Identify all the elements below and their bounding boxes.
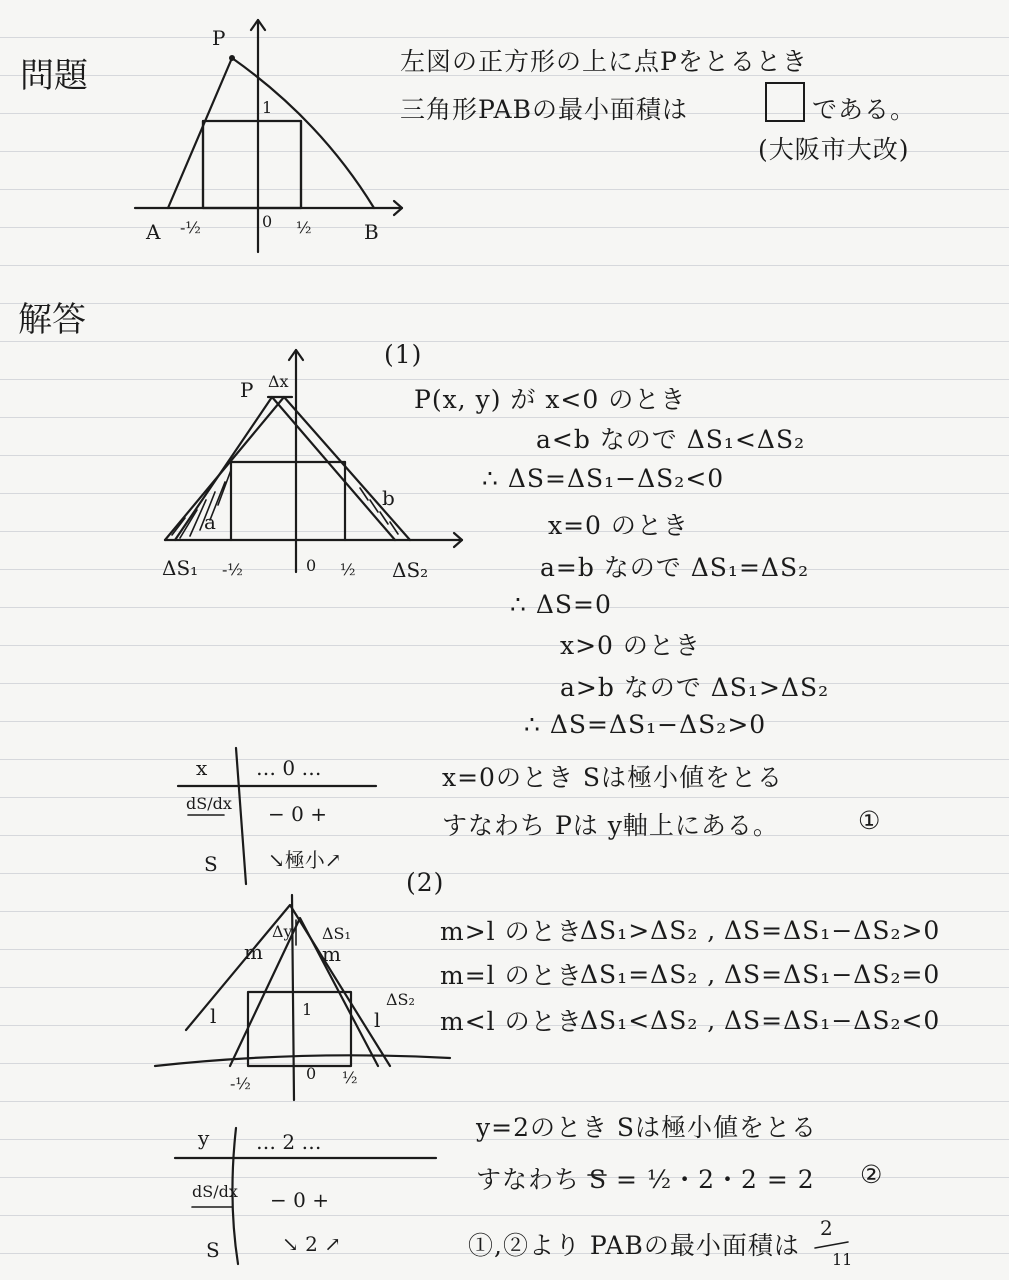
part2-cond: m>l のとき (440, 917, 583, 946)
part1-fig-zero: 0 (306, 556, 317, 575)
part2-cond: m=l のとき (440, 961, 583, 990)
part1-table-vline (236, 748, 246, 884)
part2-res: ΔS=ΔS₁−ΔS₂>0 (724, 916, 941, 945)
part1-fig-b: b (382, 486, 395, 510)
part2-res: ΔS=ΔS₁−ΔS₂=0 (724, 960, 941, 989)
answer-heading: 解答 (18, 300, 86, 340)
part1-label: (1) (384, 340, 423, 369)
part1-table-r1h: x (196, 756, 208, 780)
problem-line-2b: である。 (812, 95, 917, 124)
part2-rel: ΔS₁<ΔS₂ , (580, 1006, 717, 1035)
part1-table-r1v: … 0 … (256, 756, 322, 780)
part1-fig-ds2: ΔS₂ (392, 558, 429, 582)
part1-conclusion-2: すなわち Pは y軸上にある。 (442, 811, 779, 840)
part1-line: x=0 のとき (548, 511, 689, 540)
part2-fig-m2: m (322, 942, 341, 966)
part2-fig-dy: Δy (272, 922, 293, 941)
problem-fig-B: B (364, 220, 379, 244)
part1-table-r3v: ↘極小↗ (268, 848, 342, 872)
part2-table-r3h: S (206, 1238, 220, 1262)
part1-line: ∴ ΔS=ΔS₁−ΔS₂<0 (482, 464, 725, 493)
part1-hatch-left (172, 470, 231, 538)
part1-line: ∴ ΔS=0 (510, 590, 612, 619)
part1-fig-dx: Δx (268, 372, 289, 391)
part2-fig-pos-half: ½ (342, 1068, 358, 1087)
part1-line: a<b なので ΔS₁<ΔS₂ (536, 425, 806, 454)
problem-fig-pos-half: ½ (296, 218, 312, 237)
part2-conclusion-2: すなわち S = ½・2・2 = 2 (476, 1165, 815, 1194)
problem-fig-A: A (146, 220, 161, 244)
part2-table-r3v: ↘ 2 ↗ (282, 1232, 341, 1256)
part1-fig-neg-half: -½ (222, 560, 243, 579)
part1-table-r2v: − 0 + (268, 802, 327, 826)
part2-table-r2h: dS/dx (192, 1182, 238, 1201)
part1-line: a=b なので ΔS₁=ΔS₂ (540, 553, 810, 582)
problem-source: (大阪市大改) (758, 135, 910, 164)
part1-table-r2h: dS/dx (186, 794, 232, 813)
part2-label: (2) (406, 868, 445, 897)
part2-fig-ds1: ΔS₁ (322, 924, 351, 943)
part2-rel: ΔS₁=ΔS₂ , (580, 960, 717, 989)
part1-line: ∴ ΔS=ΔS₁−ΔS₂>0 (524, 710, 767, 739)
problem-line-PA (168, 58, 232, 208)
problem-fig-one: 1 (262, 98, 273, 117)
problem-fig-neg-half: -½ (180, 218, 201, 237)
final-frac-bar (815, 1242, 848, 1248)
part1-fig-a: a (204, 510, 216, 534)
final-answer-numerator: 2 (820, 1216, 833, 1240)
part1-fig-pos-half: ½ (340, 560, 356, 579)
answer-blank-box (765, 82, 805, 122)
problem-line-1: 左図の正方形の上に点Pをとるとき (400, 47, 808, 76)
part2-x-axis (155, 1055, 450, 1066)
part1-line: a>b なので ΔS₁>ΔS₂ (560, 673, 830, 702)
part2-fig-l2: l (374, 1008, 381, 1032)
problem-square (203, 121, 301, 208)
part1-line: P(x, y) が x<0 のとき (414, 385, 687, 414)
part1-triangle-2 (165, 397, 410, 540)
problem-heading: 問題 (20, 56, 88, 96)
part2-cond: m<l のとき (440, 1007, 583, 1036)
part1-conclusion-1: x=0のとき Sは極小値をとる (442, 763, 784, 792)
part1-mark: ① (858, 806, 882, 835)
part2-table-r2v: − 0 + (270, 1188, 329, 1212)
part1-fig-ds1: ΔS₁ (162, 556, 199, 580)
part2-fig-m1: m (244, 940, 263, 964)
part2-table-r1v: … 2 … (256, 1130, 322, 1154)
part1-table-r3h: S (204, 852, 218, 876)
part2-fig-one: 1 (302, 1000, 313, 1019)
part2-conclusion-1: y=2のとき Sは極小値をとる (476, 1113, 818, 1142)
part2-res: ΔS=ΔS₁−ΔS₂<0 (724, 1006, 941, 1035)
problem-fig-P: P (212, 26, 226, 50)
final-answer-text: ①,②より PABの最小面積は (468, 1231, 800, 1260)
problem-fig-zero: 0 (262, 212, 273, 231)
part2-fig-ds2: ΔS₂ (386, 990, 415, 1009)
problem-point-P (229, 55, 235, 61)
part2-table-r1h: y (198, 1126, 210, 1150)
part1-line: x>0 のとき (560, 631, 701, 660)
problem-line-2a: 三角形PABの最小面積は (400, 95, 688, 124)
part2-fig-neg-half: -½ (230, 1074, 251, 1093)
part1-fig-P: P (240, 378, 254, 402)
part2-fig-l1: l (210, 1004, 217, 1028)
part2-mark: ② (860, 1160, 884, 1189)
part2-rel: ΔS₁>ΔS₂ , (580, 916, 717, 945)
final-answer-denominator: 11 (832, 1250, 853, 1269)
problem-line-PB (232, 58, 374, 208)
part2-fig-zero: 0 (306, 1064, 317, 1083)
